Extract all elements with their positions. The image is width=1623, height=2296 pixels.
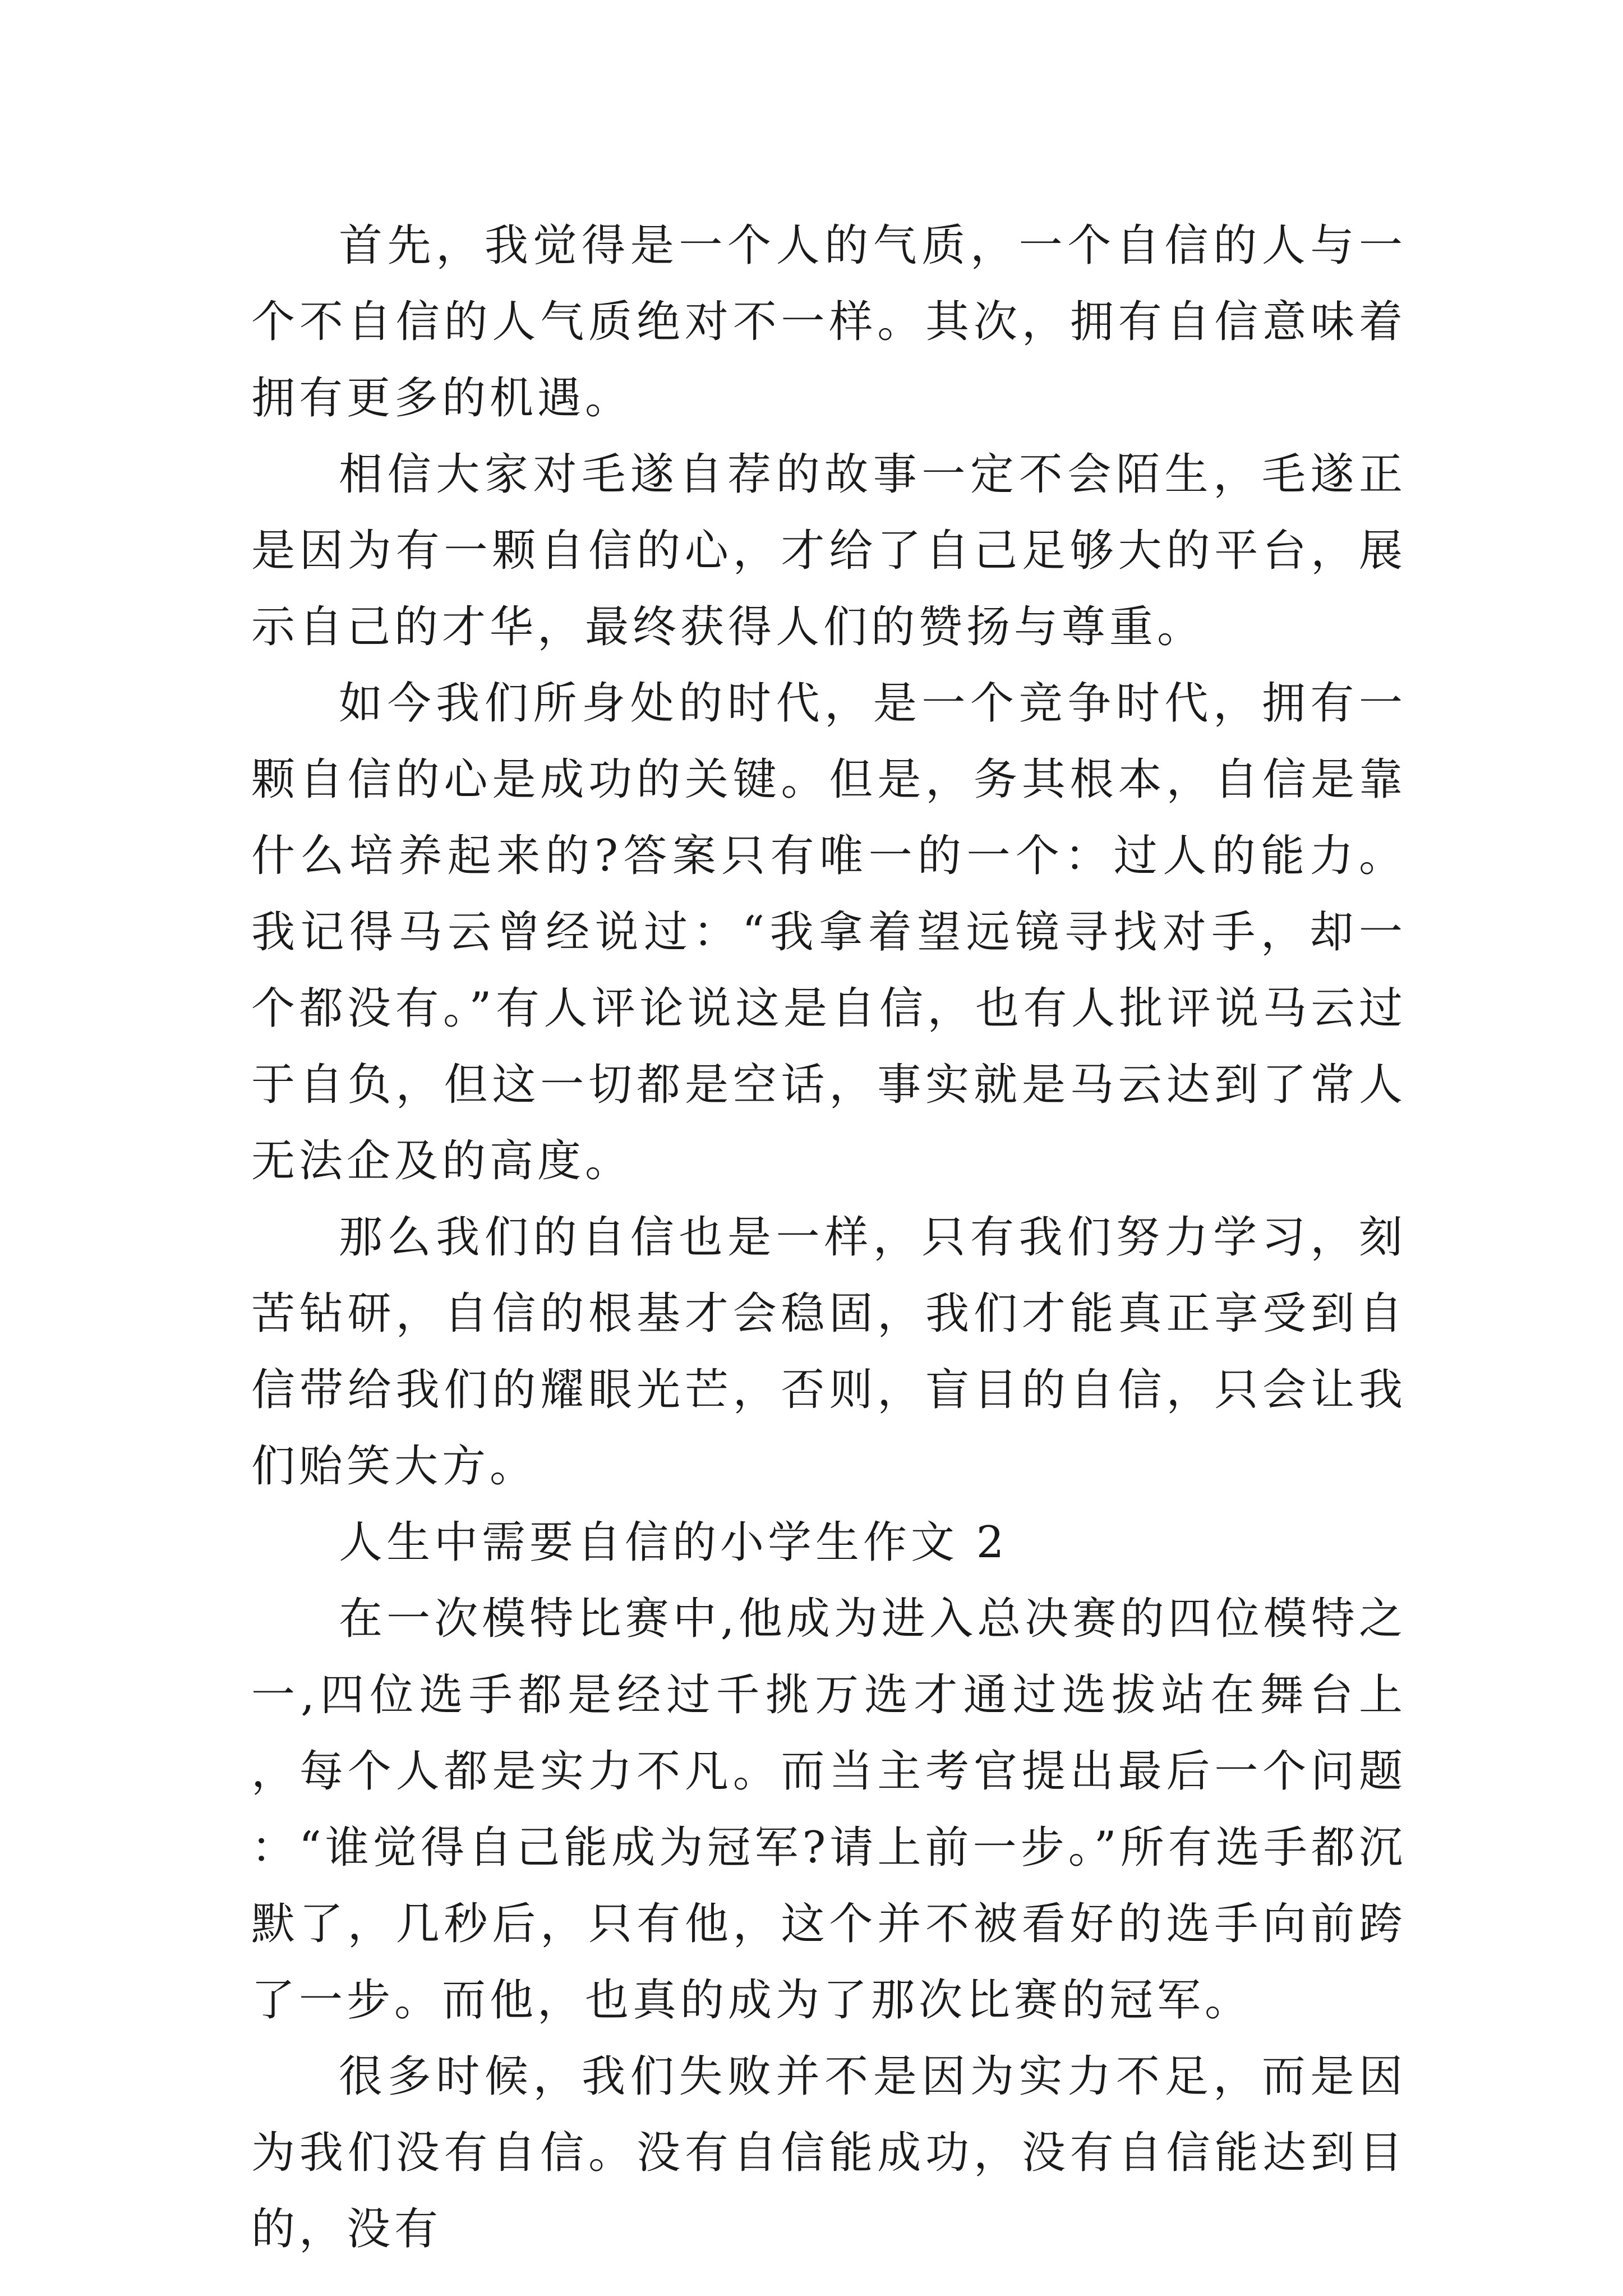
paragraph-3: 如今我们所身处的时代，是一个竞争时代，拥有一颗自信的心是成功的关键。但是，务其根本，自信是靠什么培养起来的?答案只有唯一的一个：过人的能力。我记得马云曾经说过：“我拿着望远镜寻找对手，却一个都没有。”有人评论说这是自信，也有人批评说马云过于自负，但这一切都是空话，事实就是马云达到了常人无法企及的高度。 — [251, 678, 1407, 1186]
section-heading: 人生中需要自信的小学生作文 2 — [339, 1517, 1008, 1568]
paragraph-4: 那么我们的自信也是一样，只有我们努力学习，刻苦钻研，自信的根基才会稳固，我们才能真正享受到自信带给我们的耀眼光芒，否则，盲目的自信，只会让我们贻笑大方。 — [251, 1212, 1407, 1492]
paragraph-1: 首先，我觉得是一个人的气质，一个自信的人与一个不自信的人气质绝对不一样。其次，拥有自信意味着拥有更多的机遇。 — [251, 220, 1407, 424]
document-body — [251, 208, 1407, 2267]
paragraph-2: 相信大家对毛遂自荐的故事一定不会陌生，毛遂正是因为有一颗自信的心，才给了自己足够大的平台，展示自己的才华，最终获得人们的赞扬与尊重。 — [251, 449, 1407, 652]
paragraph-6: 很多时候，我们失败并不是因为实力不足，而是因为我们没有自信。没有自信能成功，没有自信能达到目的，没有 — [251, 2051, 1407, 2254]
paragraph-5: 在一次模特比赛中,他成为进入总决赛的四位模特之一,四位选手都是经过千挑万选才通过选拔站在舞台上，每个人都是实力不凡。而当主考官提出最后一个问题：“谁觉得自己能成为冠军?请上前一步。”所有选手都沉默了，几秒后，只有他，这个并不被看好的选手向前跨了一步。而他，也真的成为了那次比赛的冠军。 — [251, 1594, 1407, 2026]
